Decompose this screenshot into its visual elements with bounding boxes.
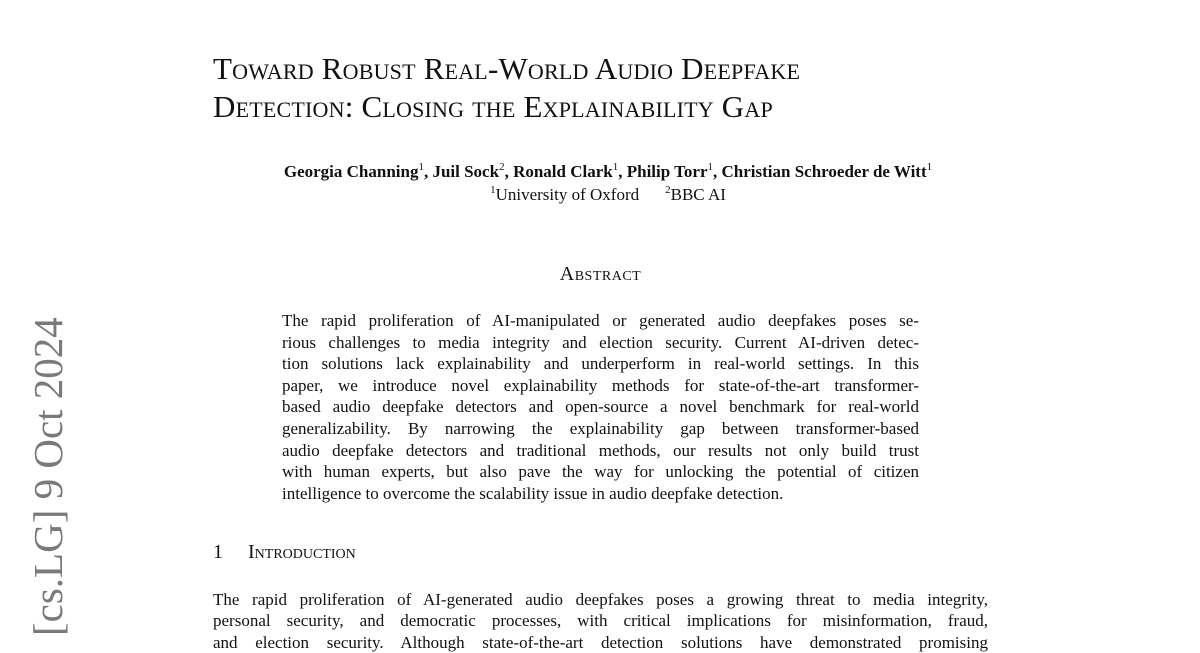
affiliation-mark: 1 — [490, 184, 496, 196]
introduction-text — [213, 589, 988, 653]
introduction-line: and election security. Although state-of-the-art detection solutions have demonstrated promising — [213, 632, 988, 652]
affiliation-name: University of Oxford — [495, 185, 640, 204]
author-list — [213, 161, 1003, 183]
abstract-line: rious challenges to media integrity and election security. Current AI-driven detec- — [282, 332, 919, 352]
introduction-line: The rapid proliferation of AI-generated audio deepfakes poses a growing threat to media integrity, — [213, 590, 988, 609]
author-affiliation-mark: 1 — [418, 161, 424, 173]
abstract-line: The rapid proliferation of AI-manipulated or generated audio deepfakes poses se- — [282, 311, 919, 330]
author-affiliation-mark: 2 — [499, 161, 505, 173]
introduction-line: personal security, and democratic processes, with critical implications for misinformation, fraud, — [213, 611, 988, 631]
author-separator: , — [618, 162, 627, 181]
abstract-line: paper, we introduce novel explainability methods for state-of-the-art transformer- — [282, 375, 919, 395]
arxiv-identifier-stamp: [cs.LG] 9 Oct 2024 — [25, 317, 71, 636]
affiliation-list — [213, 184, 1003, 206]
affiliation-name: BBC AI — [670, 185, 726, 204]
author-affiliation-mark: 1 — [707, 161, 714, 173]
section-heading-introduction — [213, 540, 356, 564]
section-number: 1 — [213, 541, 223, 563]
abstract-line: based audio deepfake detectors and open-source a novel benchmark for real-world — [282, 397, 919, 417]
author-affiliation-mark: 1 — [612, 161, 619, 173]
abstract-line: generalizability. By narrowing the explainability gap between transformer-based — [282, 418, 919, 438]
abstract-line: audio deepfake detectors and traditional methods, our results not only build trust — [282, 440, 919, 460]
author-separator: , — [423, 162, 433, 181]
abstract-line: tion solutions lack explainability and underperform in real-world settings. In this — [282, 354, 919, 374]
abstract-text — [282, 310, 919, 504]
paper-title — [213, 50, 1003, 126]
author-name: Georgia Channing — [283, 162, 419, 181]
abstract-line: with human experts, but also pave the way for unlocking the potential of citizen — [282, 462, 919, 482]
paper-title-line-2: Detection: Closing the Explainability Gap — [213, 89, 773, 124]
paper-title-line-1: Toward Robust Real-World Audio Deepfake — [213, 51, 801, 86]
abstract-heading: Abstract — [559, 263, 642, 285]
abstract-line: intelligence to overcome the scalability issue in audio deepfake detection. — [282, 483, 784, 503]
author-separator: , — [504, 162, 514, 181]
author-separator: , — [713, 162, 722, 181]
author-name: Christian Schroeder de Witt — [721, 162, 927, 181]
author-affiliation-mark: 1 — [926, 161, 933, 173]
author-name: Ronald Clark — [513, 162, 613, 181]
section-title: Introduction — [248, 541, 356, 563]
author-name: Philip Torr — [626, 162, 708, 181]
affiliation-mark: 2 — [665, 184, 671, 196]
author-name: Juil Sock — [432, 162, 500, 181]
